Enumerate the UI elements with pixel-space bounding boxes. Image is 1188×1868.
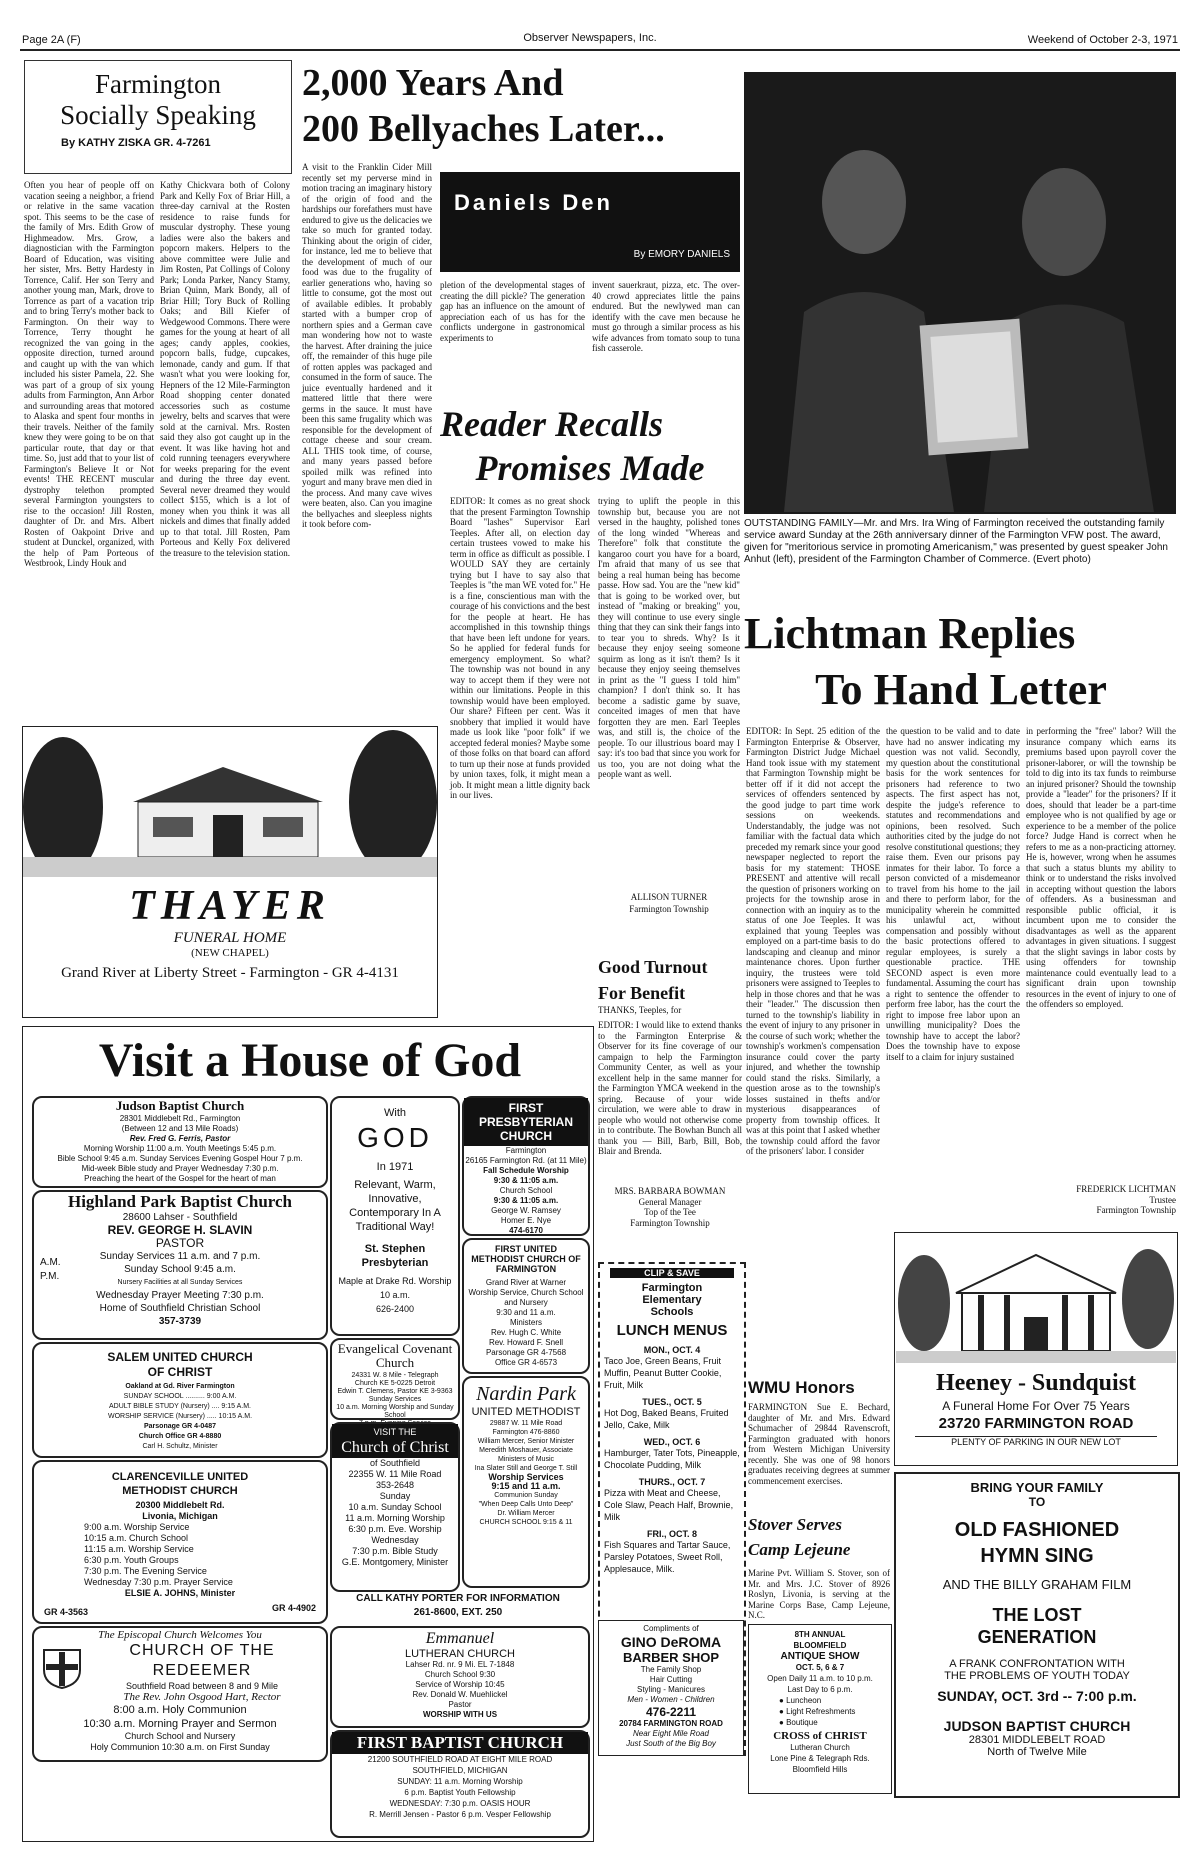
redeemer-line2: 10:30 a.m. Morning Prayer and Sermon xyxy=(83,1718,277,1730)
church-info-line1: CALL KATHY PORTER FOR INFORMATION xyxy=(356,1593,560,1604)
first-umc-line3: Ministers xyxy=(509,1318,542,1327)
gino-line5: Near Eight Mile Road xyxy=(632,1729,710,1738)
judson-line3: Mid-week Bible study and Prayer Wednesday 7:30 p.m. xyxy=(81,1164,279,1173)
nardin-park-ad xyxy=(462,1376,590,1588)
reader-headline-line1: Reader Recalls xyxy=(440,404,663,444)
nardin-line5: Worship Services xyxy=(488,1472,564,1482)
lunch-menu-items: Hamburger, Tater Tots, Pineapple, Chocolate Pudding, Milk xyxy=(604,1448,740,1470)
highland-line4: Wednesday Prayer Meeting 7:30 p.m. xyxy=(96,1290,264,1301)
nardin-line3: Ministers of Music xyxy=(497,1456,554,1463)
nardin-name2: UNITED METHODIST xyxy=(471,1406,581,1418)
clarenceville-row: 6:30 p.m. Youth Groups xyxy=(84,1555,179,1565)
st-stephen-address: Maple at Drake Rd. Worship 10 a.m. xyxy=(338,1276,452,1300)
lichtman-sig-title: Trustee xyxy=(1149,1194,1176,1205)
lichtman-col2: the question to be valid and to date have had no answer indicating my question was not valid. Secondly, my question about the constitutional basis for the work sentences for prisoners had reference to two aspects. The first aspect has not, despite the judge's reference to statutes and recommendations and opinions, been resolved. Such authorities cited by the judge do not resolve constitutional questions; they raise them. Even our prisons pay inmates for their labor. To force a person convicted of a misdemeanor to travel from his home to the jail and there to perform labor, for the municipality wherein he committed his unlawful act, without compensation and possibly without the basic protections offered to regular employees, is surely a questionable practice. THE SECOND aspect is even more fundamental. Assuming the court has a right to sentence the offender to perform free labor, has the court the right to impose free labor upon an unwilling municipality? Does the township have to accept the labor? Does the township have to expose itself to a claim for injury sustained xyxy=(886,726,1020,1062)
reader-col2: trying to uplift the people in this township but, because you are not versed in the haughty, polished tones of the long winded "Whereas and Therefore" folk that constitute the kangaroo court you have for a board, I'm afraid that many of us see that being a real human being has become passe. How sad. You are the "new kid" that is going to be worked over, but instead of "making or breaking" you, they will continue to use every single thing that they can sink their fangs into to tear you to shreds. Why? Is it because they enjoy seeing someone squirm as long as it isn't them? Is it because they enjoy seeing themselves in print as the "I guess I told him" champion? I don't think so. It has become a sadistic game by suave, conceited images of men that have forgotten they are men. Earl Teeples was, and still is, the choice of the people. To our illustrious board may I say: it's too bad that since you work for us too, you are not doing what the people want as well. xyxy=(598,496,740,779)
gino-line4: Men - Women - Children xyxy=(627,1695,715,1704)
wmu-headline: WMU Honors xyxy=(748,1378,855,1397)
lichtman-sig-name: FREDERICK LICHTMAN xyxy=(1076,1184,1176,1194)
bellyaches-headline-line1: 2,000 Years And xyxy=(302,62,564,104)
lunch-menu-items: Fish Squares and Tartar Sauce, Parsley Potatoes, Sweet Roll, Applesauce, Milk. xyxy=(604,1540,731,1574)
lunch-clip: CLIP & SAVE xyxy=(610,1268,734,1278)
nardin-line10: CHURCH SCHOOL 9:15 & 11 xyxy=(479,1519,573,1526)
page-number: Page 2A (F) xyxy=(22,34,81,46)
thayer-chapel: (NEW CHAPEL) xyxy=(191,947,269,959)
st-stephen-ad xyxy=(330,1096,460,1336)
redeemer-line1: 8:00 a.m. Holy Communion xyxy=(113,1704,247,1716)
evangelical-line4: 10 a.m. Morning Worship and Sunday School xyxy=(336,1404,454,1419)
bellyaches-headline-line2: 200 Bellyaches Later... xyxy=(302,108,665,150)
turnout-sig-org: Top of the Tee xyxy=(644,1207,696,1217)
emmanuel-line3: Rev. Donald W. Muehlickel xyxy=(412,1690,508,1699)
turnout-sig-title: General Manager xyxy=(638,1196,702,1207)
lunch-title4: LUNCH MENUS xyxy=(616,1322,728,1339)
christ-name: Church of Christ xyxy=(332,1438,458,1458)
thayer-subtitle: FUNERAL HOME xyxy=(173,930,287,946)
hymn-l12: 28301 MIDDLEBELT ROAD xyxy=(968,1734,1106,1746)
turnout-sig-name: MRS. BARBARA BOWMAN xyxy=(614,1186,726,1196)
cross-shield-icon xyxy=(40,1646,84,1690)
church-of-redeemer-ad xyxy=(32,1626,328,1762)
heeney-subtitle: A Funeral Home For Over 75 Years xyxy=(942,1399,1130,1413)
christ-line2: 11 a.m. Morning Worship xyxy=(345,1513,445,1523)
reader-col1: EDITOR: It comes as no great shock that the present Farmington Township Board "lashes" Supervisor Earl Teeples. After all, on election day certain trustees vowed to make his term in office as difficult as possible. I WOULD SAY they are certainly trying but I have to say also that Teeples is "the man WE voted for." He is a fine, conscientious man with the courage of his convictions and the best for the people at heart. He has accomplished in this township things that have been left undone for years. So he applied for federal funds for emergency employment. So what? The township was not bound in any way to accept them if they were not within our limitations. People in this township would have been employed. Our share? Fifteen per cent. Was it snobbery that implied it would have made us look like "poor folk" if we accepted federal monies? Maybe some of those folks on that board can afford to turn up their nose at funds provided by union taxes, folk, it might mean a job. It might mean a little dignity back in our lives. xyxy=(450,496,590,800)
first-umc-ad xyxy=(462,1238,590,1374)
first-baptist-line2: 6 p.m. Baptist Youth Fellowship xyxy=(404,1788,516,1797)
lunch-menu-items: Taco Joe, Green Beans, Fruit Muffin, Peanut Butter Cookie, Fruit, Milk xyxy=(604,1356,722,1390)
salem-line6: Carl H. Schultz, Minister xyxy=(142,1443,218,1450)
header-rule xyxy=(20,49,1180,51)
award-photo xyxy=(744,72,1176,514)
antique-item xyxy=(779,1717,891,1728)
hymn-l10: SUNDAY, OCT. 3rd -- 7:00 p.m. xyxy=(937,1688,1137,1704)
lunch-menu-items: Pizza with Meat and Cheese, Cole Slaw, Peach Half, Brownie, Milk xyxy=(604,1488,734,1522)
salem-line5: Church Office GR 4-8880 xyxy=(138,1433,222,1440)
lunch-day: TUES., OCT. 5 xyxy=(642,1397,702,1407)
antique-item-label: Luncheon xyxy=(786,1696,822,1705)
nardin-name1: Nardin Park xyxy=(476,1383,576,1405)
nardin-line1: William Mercer, Senior Minister xyxy=(477,1438,575,1445)
stover-headline-line1: Stover Serves xyxy=(748,1515,842,1534)
lunch-title3: Schools xyxy=(650,1306,694,1318)
antique-l4: OCT. 5, 6 & 7 xyxy=(795,1663,845,1672)
thayer-address: Grand River at Liberty Street - Farmington - GR 4-4131 xyxy=(61,965,399,981)
clarenceville-schedule xyxy=(84,1522,326,1588)
emmanuel-line2: Service of Worship 10:45 xyxy=(415,1680,505,1689)
judson-line2: Bible School 9:45 a.m. Sunday Services Evening Gospel Hour 7 p.m. xyxy=(57,1154,303,1163)
gino-compliments: Compliments of xyxy=(643,1624,699,1633)
wmu-text: FARMINGTON Sue E. Bechard, daughter of Mr. and Mrs. Edward Schumacher of 29844 Ravenscroft, Farmington graduated with honors from Western Michigan University recently. She was one of 98 honors graduates receiving degrees at summer commencement exercises. xyxy=(748,1402,890,1486)
antique-l7: CROSS of CHRIST xyxy=(773,1730,867,1742)
god-word: GOD xyxy=(357,1122,433,1153)
award-photo-image xyxy=(744,72,1176,514)
turnout-headline xyxy=(598,954,742,1010)
antique-l5: Open Daily 11 a.m. to 10 p.m. xyxy=(767,1674,873,1683)
christ-phone: 353-2648 xyxy=(375,1480,415,1490)
first-umc-line1: Worship Service, Church School and Nursery xyxy=(468,1288,584,1307)
first-pres-phone: 474-6170 xyxy=(509,1226,543,1235)
evangelical-line1: Church KE 5-0225 Detroit xyxy=(354,1380,436,1387)
antique-l1: 8TH ANNUAL xyxy=(794,1630,846,1639)
lunch-day: THURS., OCT. 7 xyxy=(638,1477,706,1487)
christ-minister: G.E. Montgomery, Minister xyxy=(341,1557,449,1567)
highland-pm: P.M. xyxy=(40,1271,60,1282)
st-stephen-name: St. Stephen Presbyterian xyxy=(361,1243,429,1269)
hymn-l8: A FRANK CONFRONTATION WITH xyxy=(949,1658,1125,1670)
salem-line4: Parsonage GR 4-0487 xyxy=(144,1423,216,1430)
lichtman-sig-place: Farmington Township xyxy=(1096,1205,1176,1215)
redeemer-address: Southfield Road between 8 and 9 Mile xyxy=(125,1681,279,1691)
antique-item-label: Boutique xyxy=(786,1718,818,1727)
highland-line2: Sunday School 9:45 a.m. xyxy=(124,1264,236,1275)
lunch-day: MON., OCT. 4 xyxy=(643,1345,701,1355)
bullet-icon: ● xyxy=(779,1718,787,1727)
evangelical-address: 24331 W. 8 Mile - Telegraph xyxy=(351,1372,439,1379)
first-pres-cs-times: 9:30 & 11:05 a.m. xyxy=(493,1196,559,1205)
judson-pastor: Rev. Fred G. Ferris, Pastor xyxy=(129,1134,231,1143)
first-pres-minister1: George W. Ramsey xyxy=(491,1206,561,1215)
bellyaches-col1: A visit to the Franklin Cider Mill recently set my perverse mind in motion tracing an imaginary history of the origin of food and the hardships our forefathers must have endured to give us the delicacies we take so much for granted today. Thinking about the origin of cider, for instance, led me to believe that the development of much of our food was due to the frugality of earlier generations who, having so little to consume, got the most out of available edibles. It probably started with a bumper crop of northern spies and a German cave man wondering how not to waste the harvest. After draining the juice off, the remainder of this huge pile of rotten apples was packaged and consumed in the form of sauce. The juice eventually hardened and it mattered little that there were germs in the sauce. It must have been this same frugality which was responsible for the development of cottage cheese and sour cream. ALL THIS took time, of course, and many years passed before spoiled milk was refined into yogurt and many brave men died in the process. And many cave wives were beaten, also. Can you imagine the bellyaches and sleepless nights it took before com- xyxy=(302,162,432,529)
christ-of: of Southfield xyxy=(369,1458,421,1468)
evangelical-line3: Sunday Services xyxy=(368,1396,422,1403)
first-baptist-address: 21200 SOUTHFIELD ROAD AT EIGHT MILE ROAD xyxy=(367,1755,553,1764)
heeney-building-drawing xyxy=(896,1233,1176,1363)
bellyaches-col2: pletion of the developmental stages of creating the dill pickle? The generation gap has an influence on the amount of appreciation each of us has for the conflicts undergone in gastronomical experiments to xyxy=(440,280,585,343)
antique-l8: Lutheran Church xyxy=(790,1743,850,1752)
highland-address: 28600 Lahser - Southfield xyxy=(122,1212,238,1223)
antique-l9: Lone Pine & Telegraph Rds. xyxy=(770,1754,870,1763)
highland-line5: Home of Southfield Christian School xyxy=(99,1303,261,1314)
nardin-address: 29887 W. 11 Mile Road xyxy=(489,1420,563,1427)
nardin-line6: 9:15 and 11 a.m. xyxy=(491,1481,561,1491)
judson-address: 28301 Middlebelt Rd., Farmington xyxy=(119,1114,241,1123)
redeemer-rector: The Rev. John Osgood Hart, Rector xyxy=(123,1691,281,1703)
nardin-town: Farmington 476-8860 xyxy=(492,1429,560,1436)
highland-pastor-title: PASTOR xyxy=(155,1236,205,1250)
christ-line1: 10 a.m. Sunday School xyxy=(348,1502,442,1512)
clarenceville-umc-ad xyxy=(32,1460,328,1624)
heeney-parking: PLENTY OF PARKING IN OUR NEW LOT xyxy=(915,1436,1157,1447)
first-baptist-line1: SUNDAY: 11 a.m. Morning Worship xyxy=(397,1777,523,1786)
emmanuel-address: Lahser Rd. nr. 9 Mi. EL 7-1848 xyxy=(405,1660,515,1669)
hymn-l6: THE LOST xyxy=(992,1605,1082,1625)
emmanuel-line4: Pastor xyxy=(448,1700,472,1709)
clarenceville-address: 20300 Middlebelt Rd. xyxy=(135,1500,225,1510)
farmington-byline: By KATHY ZISKA GR. 4-7261 xyxy=(61,137,211,149)
antique-item xyxy=(779,1706,891,1717)
lunch-title2: Elementary xyxy=(642,1294,702,1306)
redeemer-welcome: The Episcopal Church Welcomes You xyxy=(98,1629,262,1641)
first-pres-schedule: Fall Schedule Worship xyxy=(483,1166,569,1175)
lichtman-col3: in performing the "free" labor? Will the insurance company which earns its premiums based upon payroll cover the prisoner-laborer, or will the township be told to dig into its tax funds to reimburse an injured prisoner? Should the township provide a "leader" for the prisoners? If it does, should that leader be a part-time employee who is not qualified by age or experience to be a member of the police force? Judge Hand is correct when he refers to me as a non-practicing attorney. He is, however, wrong when he assumes that such a status blunts my ability to think or to understand the risks involved in accepting without question the labors of offenders. As a businessman and responsible public official, it is incumbent upon me to consider the disadvantages as well as the apparent advantages in given situations. I suggest that the slight savings in labor costs by using offenders for township maintenance could eventually lead to a significant drain upon township resources in the event of injury to one of the offenders so employed. xyxy=(1026,726,1176,1009)
antique-show-ad xyxy=(748,1624,892,1794)
hymn-l4: HYMN SING xyxy=(980,1545,1094,1567)
hymn-l2: TO xyxy=(1028,1495,1046,1509)
lunch-day: WED., OCT. 6 xyxy=(643,1437,701,1447)
gino-barber-ad xyxy=(598,1620,744,1756)
redeemer-name: CHURCH OF THE REDEEMER xyxy=(129,1642,275,1679)
reader-signature-place: Farmington Township xyxy=(629,904,709,914)
judson-line1: Morning Worship 11:00 a.m. Youth Meetings 5:45 p.m. xyxy=(83,1144,277,1153)
reader-signature: ALLISON TURNER xyxy=(630,892,708,902)
gino-name2: BARBER SHOP xyxy=(622,1650,720,1665)
hymn-l11: JUDSON BAPTIST CHURCH xyxy=(943,1718,1131,1734)
farmington-col1: Often you hear of people off on vacation seeing a neighbor, a friend or relative in the same vacation spot. This seems to be the case of the family of Mrs. Edith Grow of Highmeadow. Mrs. Grow, a diagnostician with the Farmington Board of Education, was visiting her sister, Mrs. Betty Hardesty in Torrence, Calif. Her son Terry and another young man, Mark, drove to Torrence as part of a vacation trip and to bring Terry's mother back to Farmington. On their way to Torrence, Terry thought he recognized the van going in the opposite direction, turned around and caught up with the van which included his sister Pamela, 22. She was part of a group of six young adults from Farmington, Ann Arbor and surrounding areas that motored to Alaska and spent four months in their travels. Neither of the family knew they were going to be on that particular route, that day or that time. So, just add that to your list of Farmington's Believe It or Not events! THE RECENT muscular dystrophy telethon prompted several Farmington youngsters to rise to the occasion! Jill Rosten, daughter of Dr. and Mrs. Albert Rosten of Oakpoint Drive and student at Dunckel, organized, with the help of Pam Porteous of Westbrook, Lindy Houk and xyxy=(24,180,154,568)
thayer-name: THAYER xyxy=(129,883,331,929)
god-tagline: Relevant, Warm, Innovative, Contemporary In A Traditional Way! xyxy=(349,1179,441,1233)
antique-item xyxy=(779,1695,891,1706)
highland-park-ad xyxy=(32,1190,328,1340)
lichtman-headline-line1: Lichtman Replies xyxy=(744,609,1076,658)
heeney-name: Heeney - Sundquist xyxy=(935,1370,1137,1396)
nardin-line8: "When Deep Calls Unto Deep" xyxy=(478,1501,574,1508)
judson-church-ad xyxy=(32,1096,328,1188)
turnout-headline-line1: Good Turnout xyxy=(598,957,708,977)
highland-line3: Nursery Facilities at all Sunday Services xyxy=(117,1279,243,1286)
hymn-l3: OLD FASHIONED xyxy=(954,1519,1120,1541)
clarenceville-name: CLARENCEVILLE UNITED METHODIST CHURCH xyxy=(111,1471,249,1497)
antique-l6: Last Day to 6 p.m. xyxy=(787,1685,853,1694)
first-umc-line6: Parsonage GR 4-7568 xyxy=(485,1348,567,1357)
church-banner: Visit a House of God xyxy=(98,1034,522,1087)
farmington-column-head xyxy=(24,60,292,174)
stover-headline xyxy=(748,1512,890,1564)
christ-visit: VISIT THE xyxy=(332,1424,458,1438)
issue-date: Weekend of October 2-3, 1971 xyxy=(1027,34,1178,46)
redeemer-line3: Church School and Nursery xyxy=(124,1731,236,1741)
bullet-icon: ● xyxy=(779,1707,787,1716)
church-info-line2: 261-8600, EXT. 250 xyxy=(413,1607,503,1618)
daniels-den-title: Daniels Den xyxy=(454,190,613,215)
nardin-line2: Meredith Moshauer, Associate xyxy=(479,1447,573,1454)
church-info-call xyxy=(330,1592,586,1622)
clarenceville-minister: ELSIE A. JOHNS, Minister xyxy=(124,1588,236,1598)
salem-line1: SUNDAY SCHOOL .......... 9:00 A.M. xyxy=(123,1393,237,1400)
highland-pastor: REV. GEORGE H. SLAVIN xyxy=(107,1223,253,1237)
salem-ucc-ad xyxy=(32,1342,328,1458)
first-pres-title: FIRST PRESBYTERIAN CHURCH xyxy=(464,1098,588,1146)
judson-name: Judson Baptist Church xyxy=(115,1098,245,1113)
lunch-menu-items: Hot Dog, Baked Beans, Fruited Jello, Cake, Milk xyxy=(604,1408,729,1430)
gino-line3: Styling - Manicures xyxy=(636,1685,706,1694)
hymn-l1: BRING YOUR FAMILY xyxy=(970,1480,1104,1495)
god-with: With xyxy=(384,1107,406,1119)
heeney-address: 23720 FARMINGTON ROAD xyxy=(938,1415,1134,1432)
christ-line4: Wednesday xyxy=(371,1535,419,1545)
reader-headline xyxy=(440,402,740,494)
clarenceville-phone1: GR 4-3563 xyxy=(44,1607,89,1617)
christ-line5: 7:30 p.m. Bible Study xyxy=(352,1546,438,1556)
hymn-sing-ad xyxy=(894,1472,1180,1798)
thayer-building-drawing xyxy=(23,727,437,877)
gino-name1: GINO DeROMA xyxy=(620,1634,722,1650)
clarenceville-town: Livonia, Michigan xyxy=(142,1511,218,1521)
nardin-line4: Ina Slater Still and George T. Still xyxy=(474,1465,578,1472)
daniels-den-byline: By EMORY DANIELS xyxy=(633,249,730,260)
christ-address: 22355 W. 11 Mile Road xyxy=(348,1469,442,1479)
clarenceville-row: Wednesday 7:30 p.m. Prayer Service xyxy=(84,1577,233,1587)
salem-name: SALEM UNITED CHURCH OF CHRIST xyxy=(107,1350,253,1379)
farmington-subtitle: Socially Speaking xyxy=(60,100,256,130)
bullet-icon: ● xyxy=(779,1696,787,1705)
emmanuel-lutheran-ad xyxy=(330,1626,590,1728)
first-pres-minister2: Homer E. Nye xyxy=(500,1216,552,1225)
heeney-sundquist-ad xyxy=(894,1232,1178,1466)
clarenceville-phone2: GR 4-4902 xyxy=(271,1603,316,1613)
stover-text: Marine Pvt. William S. Stover, son of Mr. and Mrs. J.C. Stover of 8926 Roslyn, Livonia, is serving at the Marine Corps Base, Camp Lejeune, N.C. xyxy=(748,1568,890,1620)
christ-sunday: Sunday xyxy=(379,1491,411,1501)
clarenceville-row: 9:00 a.m. Worship Service xyxy=(84,1522,190,1532)
hymn-l13: North of Twelve Mile xyxy=(987,1746,1087,1758)
first-pres-times: 9:30 & 11:05 a.m. xyxy=(493,1176,559,1185)
first-pres-cs: Church School xyxy=(499,1186,553,1195)
first-pres-address: 26165 Farmington Rd. (at 11 Mile) xyxy=(465,1156,587,1165)
salem-line3: WORSHIP SERVICE (Nursery) ..... 10:15 A.M. xyxy=(107,1413,253,1420)
lichtman-col1: EDITOR: In Sept. 25 edition of the Farmington Enterprise & Observer, Farmington District Judge Michael Hand took issue with my statement that Farmington Township might be better off if it did not accept the services of offenders sentenced by the good judge to part time work sessions on weekends. Understandably, the judge was not familiar with the factual data which preceded my remark since your good newspaper neglected to report the basis for my statement: THOSE PRESENT and attentive will recall the question of prisoners working on projects for the township arose in connection with an inquiry as to the status of one Joe Teeples. It was explained that young Teeples was employed on a part-time basis to do landscaping and cleanup and minor maintenance chores. Upon further inquiry, the trustees were told prisoners were assigned to Teeples to help in those chores and that he was their "leader." The discussion then turned to the township's liability in the event of injury to any prisoner in the course of such work; whether the township's workmen's compensation insurance could cover the party injured, and whether the township could stand the risks. Similarly, a question arose as to the township's losses sustained in thefts and/or mysterious disappearances of property from township offices. It was at this point that I asked whether the township could afford the favor of the prisoners' labor. I consider xyxy=(746,726,880,1156)
bellyaches-col3: invent sauerkraut, pizza, etc. The over-40 crowd appreciates little the pains endured. But the newlywed man can identify with the cave men because he must go through a similar process as his wife advances from tomato soup to tuna fish casserole. xyxy=(592,280,740,353)
turnout-sig-place: Farmington Township xyxy=(630,1217,710,1228)
emmanuel-line1: Church School 9:30 xyxy=(424,1670,496,1679)
highland-name: Highland Park Baptist Church xyxy=(67,1192,293,1211)
nardin-line7: Communion Sunday xyxy=(494,1492,558,1499)
gino-line1: The Family Shop xyxy=(640,1665,702,1674)
first-umc-line2: 9:30 and 11 a.m. xyxy=(496,1308,556,1317)
lichtman-headline xyxy=(744,606,1178,722)
first-baptist-town: SOUTHFIELD, MICHIGAN xyxy=(412,1766,508,1775)
salem-address: Oakland at Gd. River Farmington xyxy=(125,1383,235,1390)
publisher: Observer Newspapers, Inc. xyxy=(523,32,657,44)
stover-headline-line2: Camp Lejeune xyxy=(748,1540,851,1559)
evangelical-name: Evangelical Covenant Church xyxy=(337,1341,453,1370)
judson-between: (Between 12 and 13 Mile Roads) xyxy=(121,1124,239,1133)
thayer-ad xyxy=(22,726,438,1018)
hymn-l9: THE PROBLEMS OF YOUTH TODAY xyxy=(944,1670,1130,1682)
first-baptist-line4: R. Merrill Jensen - Pastor 6 p.m. Vesper Fellowship xyxy=(369,1810,551,1819)
god-year: In 1971 xyxy=(376,1161,414,1173)
bellyaches-headline xyxy=(302,60,742,160)
christ-line3: 6:30 p.m. Eve. Worship xyxy=(348,1524,442,1534)
reader-thanks: THANKS, Teeples, for xyxy=(598,1005,682,1015)
clarenceville-row: 7:30 p.m. The Evening Service xyxy=(84,1566,207,1576)
emmanuel-line5: WORSHIP WITH US xyxy=(422,1710,498,1719)
first-umc-address: Grand River at Warner xyxy=(485,1278,567,1287)
gino-line6: Just South of the Big Boy xyxy=(626,1739,716,1748)
first-baptist-ad xyxy=(330,1730,590,1838)
lichtman-headline-line2: To Hand Letter xyxy=(815,665,1107,714)
hymn-l7: GENERATION xyxy=(977,1627,1097,1647)
highland-phone: 357-3739 xyxy=(158,1316,202,1327)
lunch-title1: Farmington xyxy=(641,1282,703,1294)
evangelical-line2: Edwin T. Clemens, Pastor KE 3-9363 xyxy=(337,1388,453,1395)
daniels-den-box xyxy=(440,172,740,272)
first-umc-line7: Office GR 4-6573 xyxy=(494,1358,558,1367)
reader-headline-line2: Promises Made xyxy=(475,448,705,488)
first-baptist-line3: WEDNESDAY: 7:30 p.m. OASIS HOUR xyxy=(389,1799,531,1808)
first-umc-line4: Rev. Hugh C. White xyxy=(490,1328,562,1337)
antique-l2: BLOOMFIELD xyxy=(793,1641,847,1650)
highland-line1: Sunday Services 11 a.m. and 7 p.m. xyxy=(99,1251,261,1262)
first-umc-line5: Rev. Howard F. Snell xyxy=(488,1338,564,1347)
emmanuel-name2: LUTHERAN CHURCH xyxy=(404,1648,515,1660)
first-umc-name: FIRST UNITED METHODIST CHURCH OF FARMINGTON xyxy=(471,1244,581,1274)
st-stephen-phone: 626-2400 xyxy=(375,1304,415,1314)
farmington-title: Farmington xyxy=(95,69,221,99)
turnout-headline-line2: For Benefit xyxy=(598,983,686,1003)
salem-line2: ADULT BIBLE STUDY (Nursery) .... 9:15 A.M. xyxy=(109,1403,251,1410)
turnout-signature xyxy=(598,1186,742,1238)
antique-l10: Bloomfield Hills xyxy=(792,1765,848,1774)
first-presbyterian-ad xyxy=(462,1096,590,1236)
lunch-day: FRI., OCT. 8 xyxy=(646,1529,697,1539)
lichtman-signature xyxy=(1026,1184,1176,1224)
clarenceville-row: 10:15 a.m. Church School xyxy=(84,1533,189,1543)
highland-am: A.M. xyxy=(40,1257,61,1268)
hymn-l5: AND THE BILLY GRAHAM FILM xyxy=(942,1577,1132,1592)
church-of-christ-ad xyxy=(330,1422,460,1592)
antique-l3: ANTIQUE SHOW xyxy=(780,1651,860,1662)
first-baptist-name: FIRST BAPTIST CHURCH xyxy=(332,1732,588,1754)
first-pres-town: Farmington xyxy=(505,1146,547,1155)
redeemer-line4: Holy Communion 10:30 a.m. on First Sunday xyxy=(90,1742,270,1752)
award-photo-caption: OUTSTANDING FAMILY—Mr. and Mrs. Ira Wing of Farmington received the outstanding family service award Sunday at the 26th anniversary dinner of the Farmington VFW post. The award, given for "meritorious service in promoting Americanism," was presented by guest speaker John Anhut (left), president of the Farmington Chamber of Commerce. (Evert photo) xyxy=(744,518,1168,565)
gino-address: 20784 FARMINGTON ROAD xyxy=(619,1719,723,1728)
evangelical-covenant-ad xyxy=(330,1338,460,1420)
turnout-text: EDITOR: I would like to extend thanks to the Farmington Enterprise & Observer for its fine coverage of our campaign to help the Farmington Community Center, as well as your excellent help in the same manner for the Farmington YMCA weekend in the spring. Because of your wide circulation, we were able to draw in people who would not otherwise come in to contribute. The Bowhan Bunch all thank you — Bill, Barb, Bill, Bob, Blair and Brenda. xyxy=(598,1020,742,1156)
antique-item-label: Light Refreshments xyxy=(786,1707,856,1716)
farmington-col2: Kathy Chickvara both of Colony Park and Kelly Fox of Briar Hill, a three-day carnival at the Rosten residence to raise funds for muscular dystrophy. These young ladies were also the bakers and popcorn makers. Helpers to the above committee were Julie and Jim Rosten, Pat Collings of Colony Park; Londa Parker, Nancy Stamy, Brian Quinn, Mark Bondy, all of Briar Hill; Tory Buck of Rolling Oaks; and Bill Kiefer of Wedgewood Commons. There were games for the young at heart of all ages; candy apples, cookies, popcorn balls, fudge, cupcakes, lemonade, candy and gum. If that wasn't what you were looking for, Hepners of the 12 Mile-Farmington Road shopping center donated accessories such as costume jewelry, belts and scarves that were sold at the carnival. Mrs. Rosten said they also got caught up in the event. It was like having hot and cold running teenagers everywhere for weeks preparing for the event and during the three day event. Several never dreamed they would collect $155, which is a lot of money when you think it was all nickels and dimes that finally added up to that total. Jill Rosten, Pam Porteous and Kelly Fox delivered the treasure to the television station. xyxy=(160,180,290,558)
nardin-line9: Dr. William Mercer xyxy=(497,1510,555,1517)
clarenceville-row: 11:15 a.m. Worship Service xyxy=(84,1544,194,1554)
gino-line2: Hair Cutting xyxy=(649,1675,693,1684)
gino-phone: 476-2211 xyxy=(645,1705,697,1719)
judson-line4: Preaching the heart of the Gospel for the heart of man xyxy=(84,1174,276,1183)
emmanuel-name1: Emmanuel xyxy=(425,1630,495,1647)
